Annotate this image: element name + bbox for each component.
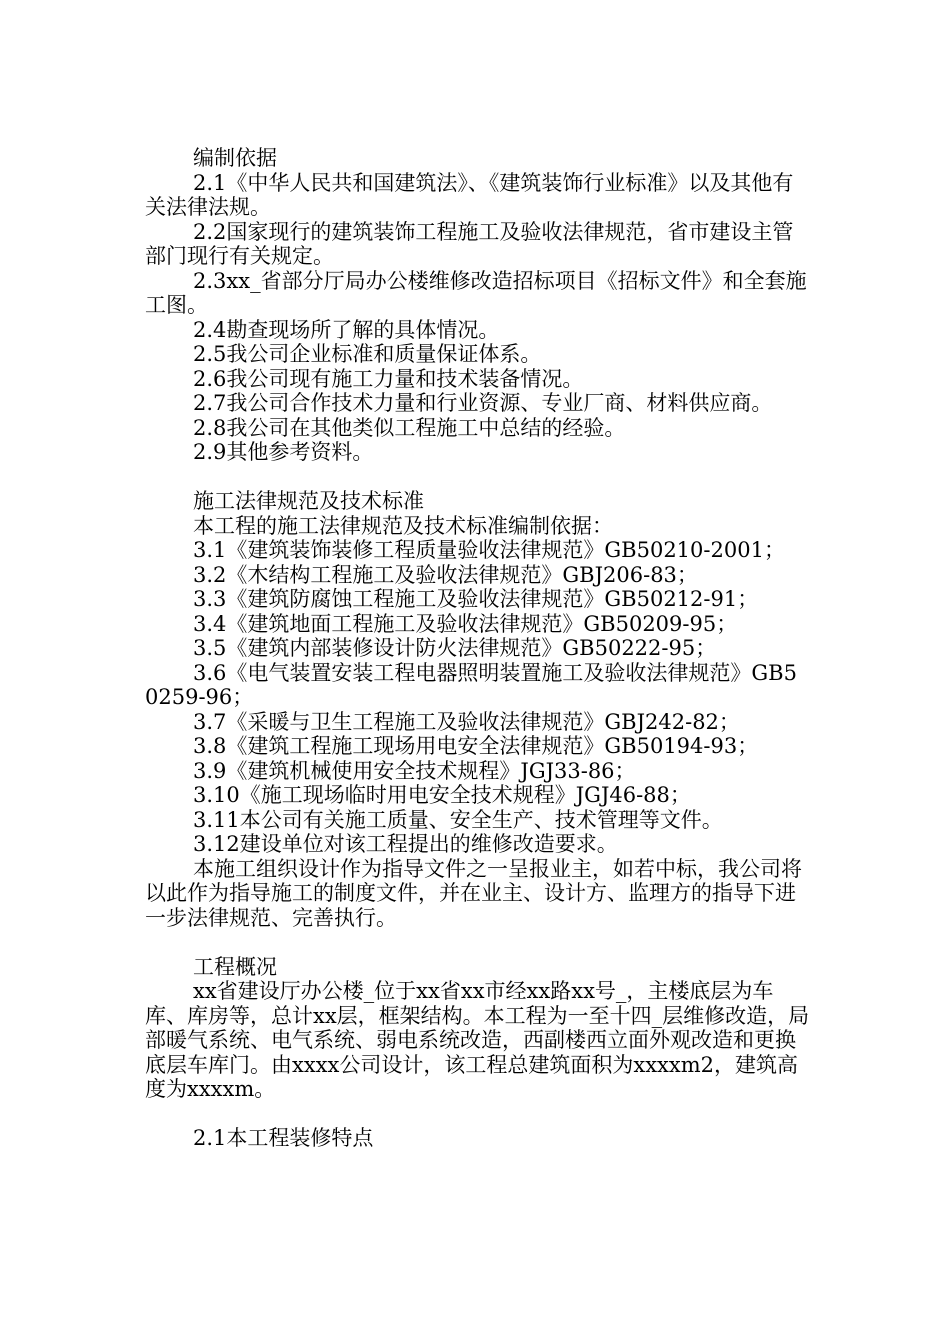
paragraph: 3.6《电气装置安装工程电器照明装置施工及验收法律规范》GB50259-96； [145,660,797,709]
paragraph: 2.9其他参考资料。 [193,440,374,464]
paragraph: 3.3《建筑防腐蚀工程施工及验收法律规范》GB50212-91； [193,587,759,611]
paragraph: 2.1《中华人民共和国建筑法》、《建筑装饰行业标准》以及其他有关法律法规。 [145,170,794,219]
paragraph: 3.11本公司有关施工质量、安全生产、技术管理等文件。 [193,807,723,832]
paragraph: 3.9《建筑机械使用安全技术规程》JGJ33-86； [193,758,636,783]
section-standards [145,489,810,930]
paragraph: 本施工组织设计作为指导文件之一呈报业主，如若中标，我公司将以此作为指导施工的制度文件，并在业主、设计方、监理方的指导下进一步法律规范、完善执行。 [145,856,802,930]
section-heading: 编制依据 [193,146,277,170]
section-overview [145,955,810,1102]
section-spacer [145,930,810,955]
paragraph: 3.10《施工现场临时用电安全技术规程》JGJ46-88； [193,783,691,807]
section-spacer [145,465,810,490]
section-heading: 施工法律规范及技术标准 [193,489,424,513]
paragraph: 2.4勘查现场所了解的具体情况。 [193,317,500,342]
paragraph: 3.4《建筑地面工程施工及验收法律规范》GB50209-95； [193,611,738,636]
section-heading: 工程概况 [193,954,277,979]
paragraph: 3.12建设单位对该工程提出的维修改造要求。 [193,832,618,856]
paragraph: xx省建设厅办公楼_位于xx省xx市经xx路xx号_，主楼底层为车库、库房等，总计xx层，框架结构。本工程为一至十四_层维修改造，局部暖气系统、电气系统、弱电系统改造，西副楼西立面外观改造和更换底层车库门。由xxxx公司设计，该工程总建筑面积为xxxxm2，建筑高度为xxxxm。 [145,979,810,1101]
paragraph: 3.2《木结构工程施工及验收法律规范》GBJ206-83； [193,562,698,587]
paragraph: 3.5《建筑内部装修设计防火法律规范》GB50222-95； [193,636,717,660]
paragraph: 2.7我公司合作技术力量和行业资源、专业厂商、材料供应商。 [193,391,773,415]
document-body [145,146,810,1151]
paragraph: 2.6我公司现有施工力量和技术装备情况。 [193,366,584,391]
paragraph: 2.3xx_省部分厅局办公楼维修改造招标项目《招标文件》和全套施工图。 [145,268,807,317]
section-spacer [145,1102,810,1127]
section-basis [145,146,810,465]
section-features [145,1126,810,1151]
paragraph: 2.8我公司在其他类似工程施工中总结的经验。 [193,415,626,440]
paragraph: 2.2国家现行的建筑装饰工程施工及验收法律规范，省市建设主管部门现行有关规定。 [145,219,794,268]
paragraph: 3.1《建筑装饰装修工程质量验收法律规范》GB50210-2001； [193,538,785,562]
paragraph: 3.7《采暖与卫生工程施工及验收法律规范》GBJ242-82； [193,709,740,734]
paragraph: 3.8《建筑工程施工现场用电安全法律规范》GB50194-93； [193,734,759,758]
section-heading: 2.1本工程装修特点 [193,1126,374,1150]
paragraph: 2.5我公司企业标准和质量保证体系。 [193,342,542,366]
paragraph: 本工程的施工法律规范及技术标准编制依据： [193,513,613,538]
